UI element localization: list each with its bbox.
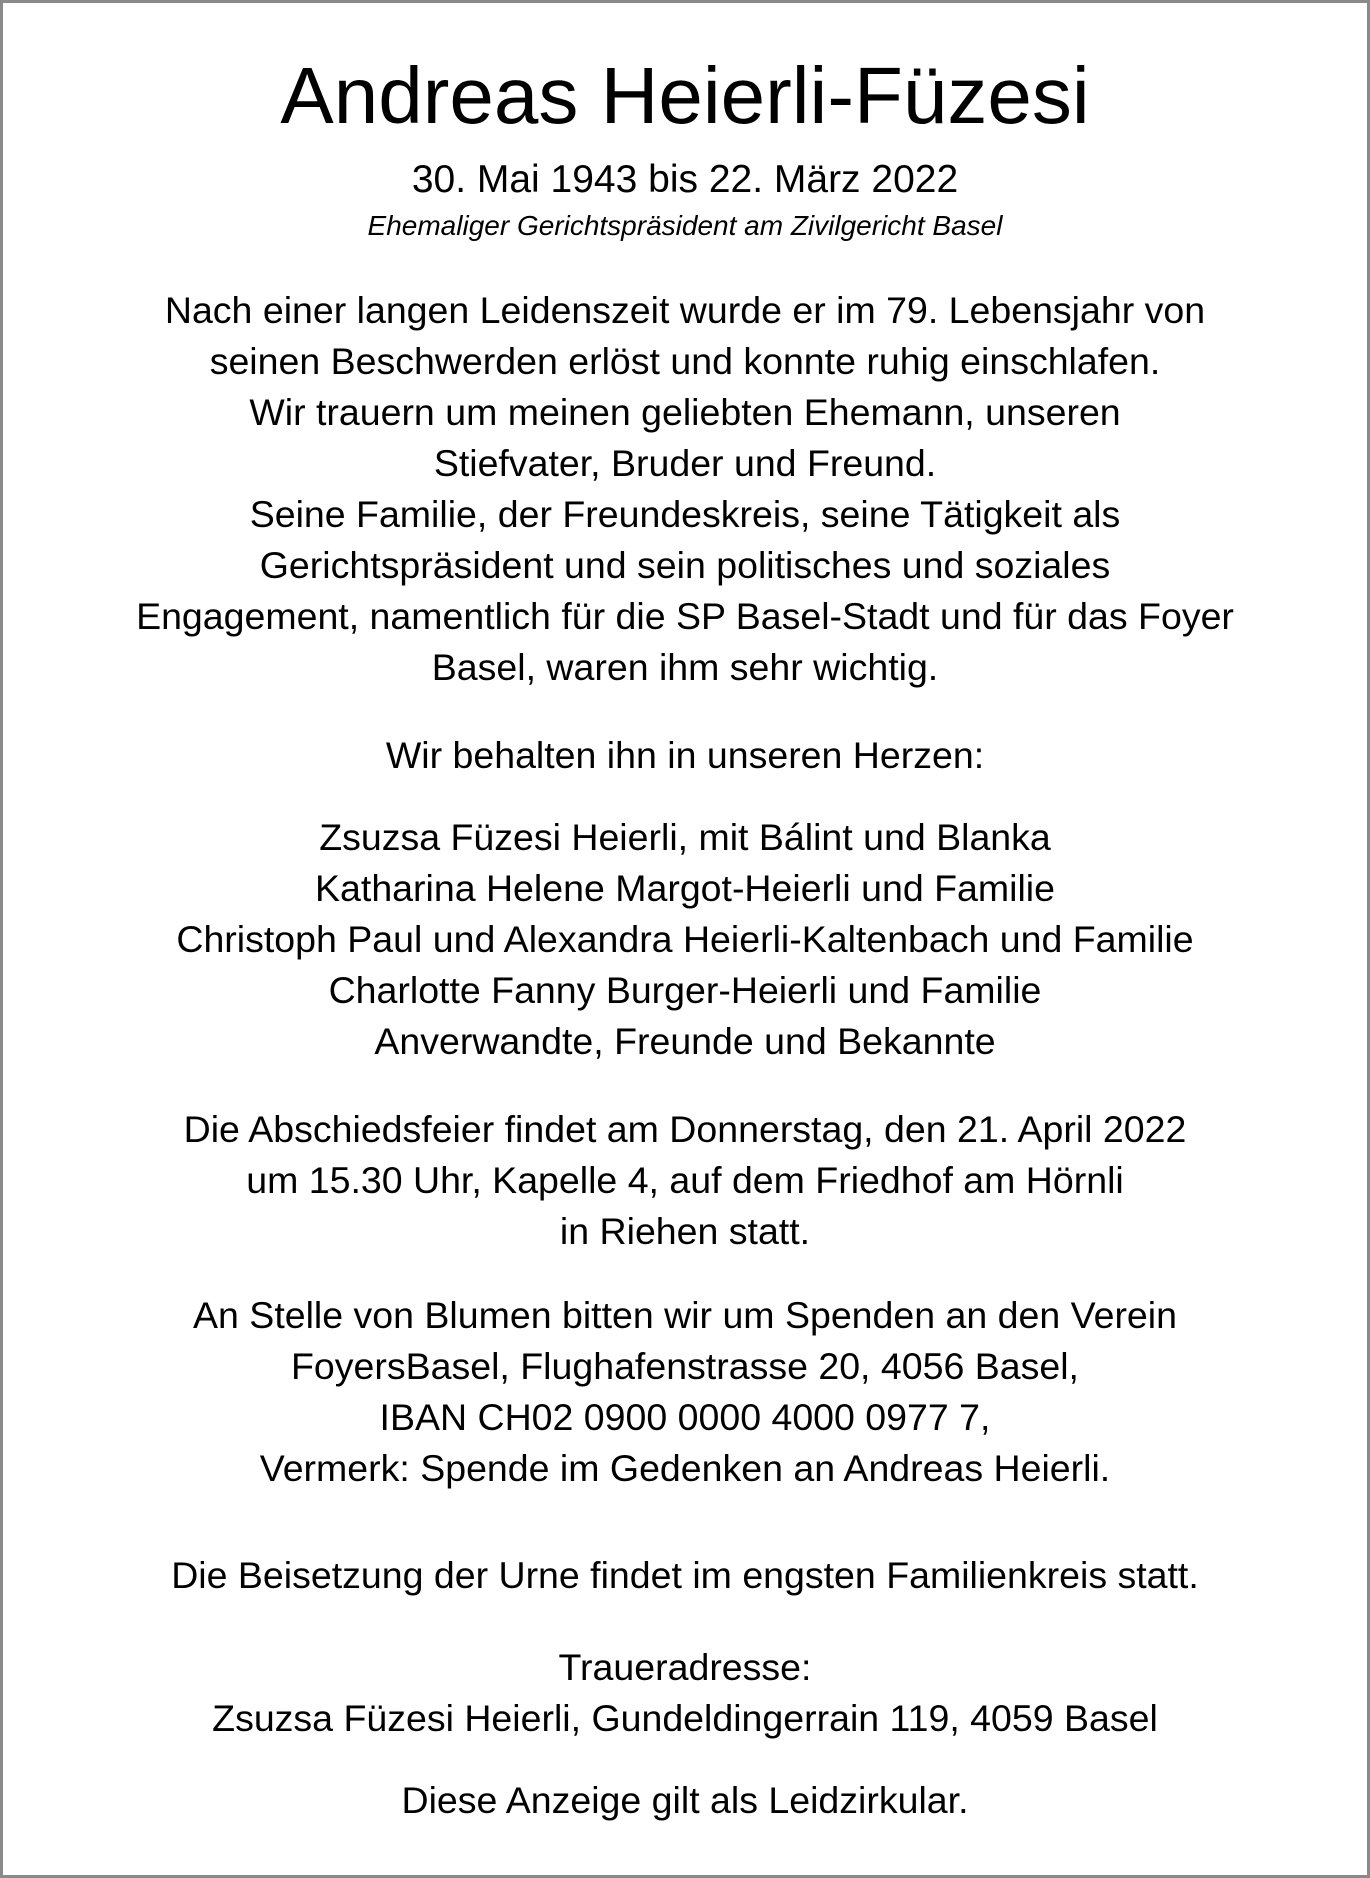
donation-line: An Stelle von Blumen bitten wir um Spenden an den Verein <box>193 1294 1177 1336</box>
donation-info <box>40 1290 1330 1494</box>
intro-line: Engagement, namentlich für die SP Basel-Stadt und für das Foyer <box>136 595 1234 637</box>
mourners-list <box>40 812 1330 1067</box>
mourning-address <box>40 1642 1330 1744</box>
intro-line: Wir trauern um meinen geliebten Ehemann, unseren <box>249 391 1121 433</box>
ceremony-line: Die Abschiedsfeier findet am Donnerstag, den 21. April 2022 <box>183 1108 1187 1150</box>
ceremony-line: in Riehen statt. <box>559 1210 811 1252</box>
mourner-entry: Katharina Helene Margot-Heierli und Familie <box>315 867 1055 909</box>
leidzirkular-note: Diese Anzeige gilt als Leidzirkular. <box>401 1779 969 1821</box>
intro-line: Stiefvater, Bruder und Freund. <box>433 442 937 484</box>
donation-line: FoyersBasel, Flughafenstrasse 20, 4056 Basel, <box>291 1345 1079 1387</box>
intro-paragraph <box>40 285 1330 693</box>
intro-line: Basel, waren ihm sehr wichtig. <box>431 646 939 688</box>
donation-line: Vermerk: Spende im Gedenken an Andreas Heierli. <box>259 1447 1111 1489</box>
address-value: Zsuzsa Füzesi Heierli, Gundeldingerrain 119, 4059 Basel <box>212 1697 1158 1739</box>
former-role: Ehemaliger Gerichtspräsident am Zivilgericht Basel <box>367 210 1003 241</box>
intro-line: Gerichtspräsident und sein politisches und soziales <box>259 544 1111 586</box>
mourner-entry: Anverwandte, Freunde und Bekannte <box>374 1020 996 1062</box>
ceremony-line: um 15.30 Uhr, Kapelle 4, auf dem Friedhof am Hörnli <box>246 1159 1124 1201</box>
intro-line: Nach einer langen Leidenszeit wurde er im 79. Lebensjahr von <box>164 289 1206 331</box>
deceased-name: Andreas Heierli-Füzesi <box>280 51 1090 140</box>
intro-line: seinen Beschwerden erlöst und konnte ruhig einschlafen. <box>209 340 1161 382</box>
mourner-entry: Charlotte Fanny Burger-Heierli und Familie <box>328 969 1042 1011</box>
burial-info: Die Beisetzung der Urne findet im engsten Familienkreis statt. <box>171 1554 1199 1596</box>
address-label: Traueradresse: <box>558 1646 812 1688</box>
farewell-ceremony-info <box>40 1104 1330 1257</box>
mourner-entry: Zsuzsa Füzesi Heierli, mit Bálint und Blanka <box>319 816 1051 858</box>
donation-line: IBAN CH02 0900 0000 4000 0977 7, <box>379 1396 991 1438</box>
remembrance-line: Wir behalten ihn in unseren Herzen: <box>385 734 985 776</box>
mourner-entry: Christoph Paul und Alexandra Heierli-Kaltenbach und Familie <box>176 918 1194 960</box>
life-dates: 30. Mai 1943 bis 22. März 2022 <box>411 158 959 201</box>
intro-line: Seine Familie, der Freundeskreis, seine Tätigkeit als <box>249 493 1121 535</box>
